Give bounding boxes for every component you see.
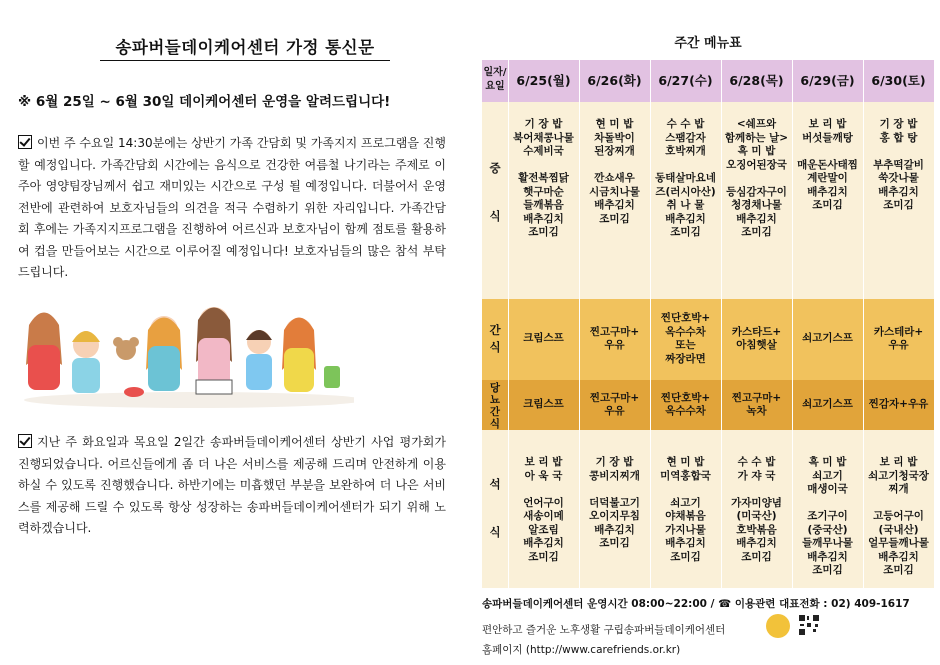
row-label-snack: 간 식 [489, 323, 501, 354]
day-header: 6/29(금) [800, 73, 855, 88]
row-label-lunch: 중 식 [489, 161, 501, 223]
snack-cell: 카스테라+ 우유 [873, 325, 924, 351]
lunch-cell: 기 장 밥 홍 합 탕 부추떡갈비 쑥갓나물 배추김치 조미김 [873, 118, 924, 211]
snack-cell: 쇠고기스프 [802, 332, 853, 345]
diabetic-snack-cell: 쇠고기스프 [802, 398, 853, 411]
family-illustration [14, 290, 354, 410]
dinner-cell: 기 장 밥 콩비지찌개 더덕불고기 오이지무침 배추김치 조미김 [589, 456, 640, 549]
center-logo [766, 614, 790, 638]
day-header: 6/30(토) [871, 73, 926, 88]
weekly-menu-table [482, 60, 934, 588]
checkbox-icon [18, 434, 32, 448]
dinner-cell: 수 수 밥 가 쟈 국 가자미양념 (미국산) 호박볶음 배추김치 조미김 [731, 456, 782, 563]
paragraph-2-text: 지난 주 화요일과 목요일 2일간 송파버들데이케어센터 상반기 사업 평가회가 진행되었습니다. 어르신들에게 좀 더 나은 서비스를 제공해 드리며 안전하게 이용하실 수 있도록 진행했습니다. 하반기에는 미흡했던 부분을 보완하여 더 나은 서비스를 제공해 드릴 수 있도록 항상 성장하는 송파버들데이케어센터가 되기 위해 노력하겠습니다. [18, 435, 446, 535]
homepage-text: 홈페이지 (http://www.carefriends.or.kr) [482, 644, 681, 656]
diabetic-snack-cell: 크림스프 [523, 398, 564, 411]
lunch-cell: <쉐프와 함께하는 날> 흑 미 밥 오징어된장국 등심감자구이 청경채나물 배추김치 조미김 [724, 118, 789, 238]
day-header: 6/28(목) [729, 73, 784, 88]
paragraph-family-meeting [18, 133, 446, 284]
operating-hours: 송파버들데이케어센터 운영시간 08:00~22:00 / ☎ 이용관련 대표전화 : 02) 409-1617 [482, 598, 910, 610]
diabetic-snack-cell: 찐감자+우유 [868, 398, 929, 411]
dinner-cell: 보 리 밥 아 욱 국 언어구이 새송이메 알조림 배추김치 조미김 [523, 456, 564, 563]
newsletter-title: 송파버들데이케어센터 가정 통신문 [115, 38, 375, 57]
menu-panel [476, 0, 940, 665]
lunch-cell: 수 수 밥 스팸감자 호박찌개 동태살마요네 즈(러시아산) 취 나 물 배추김치 조미김 [655, 118, 716, 238]
checkbox-icon [18, 135, 32, 149]
newsletter-panel [0, 0, 465, 665]
notice-heading: ※ 6월 25일 ~ 6월 30일 데이케어센터 운영을 알려드립니다! [18, 94, 391, 110]
snack-cell: 크림스프 [523, 332, 564, 345]
snack-cell: 찐고구마+ 우유 [589, 325, 640, 351]
homepage-link[interactable] [482, 642, 680, 657]
dinner-cell: 현 미 밥 미역홍합국 쇠고기 야채볶음 가지나물 배추김치 조미김 [660, 456, 711, 563]
lunch-cell: 기 장 밥 북어채콩나물 수제비국 활전복찜닭 햇구마순 들깨볶음 배추김치 조미김 [513, 118, 574, 238]
diabetic-snack-cell: 찐단호박+ 옥수수차 [660, 391, 711, 417]
dinner-cell: 흑 미 밥 쇠고기 매생이국 조기구이 (중국산) 들깨무나물 배추김치 조미김 [802, 456, 853, 576]
row-label-diabetic: 당 뇨 간 식 [489, 382, 501, 430]
menu-title: 주간 메뉴표 [674, 36, 742, 51]
diabetic-snack-cell: 찐고구마+ 우유 [589, 391, 640, 417]
diabetic-snack-cell: 찐고구마+ 녹차 [731, 391, 782, 417]
center-tagline: 편안하고 즐거운 노후생활 구립송파버들데이케어센터 [482, 624, 726, 636]
day-header: 6/26(화) [587, 73, 642, 88]
day-header: 6/25(월) [516, 73, 571, 88]
dinner-cell: 보 리 밥 쇠고기청국장 찌개 고등어구이 (국내산) 얼무들깨나물 배추김치 조미김 [868, 456, 929, 576]
snack-cell: 카스타드+ 아침햇살 [731, 325, 782, 351]
paragraph-1-text: 이번 주 수요일 14:30분에는 상반기 가족 간담회 및 가족지지 프로그램을 진행 할 예정입니다. 가족간담회 시간에는 음식으로 건강한 여름철 나기라는 주제로 이주아 영양팀장님께서 쉽고 재미있는 시간으로 구성 될 예정입니다. 더불어서 운영전반에 관련하여 보호자님들의 의견을 적극 수렴하기 위한 자리입니다. 가족간담회 후에는 가족지지프로그램을 진행하여 어르신과 보호자님이 함께 점토를 활용하여 컵을 만들어보는 시간으로 이루어질 예정입니다! 보호자님들의 많은 참석 부탁드립니다. [18, 136, 446, 279]
corner-label: 일자/ 요일 [483, 67, 507, 92]
qr-code-icon [798, 614, 820, 636]
lunch-cell: 보 리 밥 버섯들깨탕 매운돈사태찜 계란말이 배추김치 조미김 [797, 118, 858, 211]
title-underline [100, 60, 390, 61]
day-header: 6/27(수) [658, 73, 713, 88]
paragraph-evaluation [18, 432, 446, 540]
snack-cell: 찐단호박+ 옥수수차 또는 짜장라면 [660, 312, 711, 365]
row-label-dinner: 석 식 [489, 477, 501, 539]
lunch-cell: 현 미 밥 차돌박이 된장찌개 깐쇼새우 시금치나물 배추김치 조미김 [589, 118, 640, 225]
family-drawing [24, 307, 354, 408]
